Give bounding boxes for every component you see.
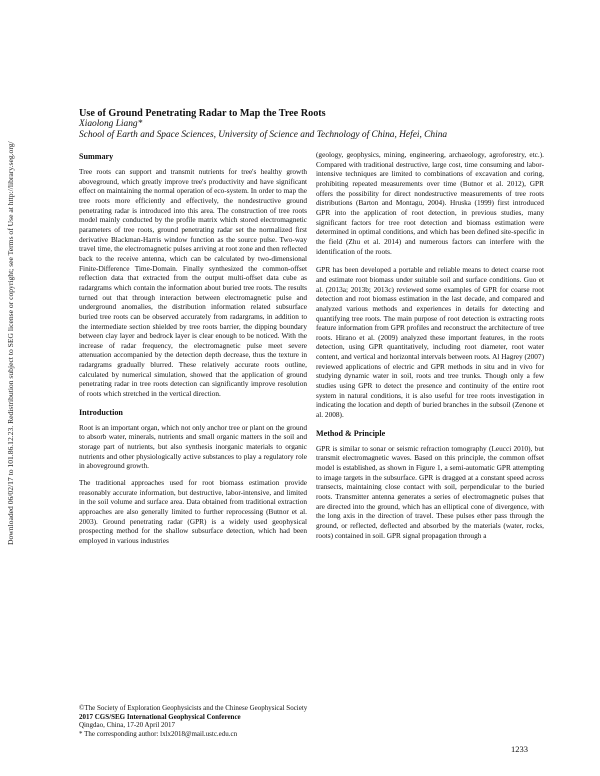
- copyright-line: ©The Society of Exploration Geophysicists and the Chinese Geophysical Society: [79, 704, 308, 712]
- left-column: [79, 152, 307, 546]
- author-name: Xiaolong Liang*: [79, 119, 143, 129]
- introduction-paragraph-1: Root is an important organ, which not only anchor tree or plant on the ground to absorb water, minerals, nutrients and small organic matters in the soil and storage part of nutrients, but also synthesis inorganic materials to organic nutrients and other physiologically active substances to play a regulatory role in aboveground growth.: [79, 422, 307, 471]
- page-number: 1233: [511, 744, 528, 754]
- page-footer: [79, 704, 307, 738]
- conference-line: 2017 CGS/SEG International Geophysical Conference: [79, 712, 241, 721]
- method-heading: Method & Principle: [316, 428, 386, 438]
- method-paragraph: GPR is similar to sonar or seismic refraction tomography (Leucci 2010), but transmit electromagnetic waves. Based on this principle, the common offset model is established, as shown in Figure 1, a semi-automatic GPR attempting to image targets in the subsurface. GPR is dragged at a constant speed across transects, maintaining close contact with soil, perpendicular to the buried roots. Transmitter antenna generates a series of electromagnetic pulses that are directed into the ground, which has an elliptical cone of divergence, with the long axis in the direction of travel. These pulses ether pass through the ground, or reflected, deflected and absorbed by the materials (water, rocks, roots) contained in soil. GPR signal propagation through a: [316, 443, 544, 540]
- introduction-paragraph-2: The traditional approaches used for root biomass estimation provide reasonably accurate information, but destructive, labor-intensive, and limited in the soil volume and surface area. Data obtained from traditional extraction approaches are also generally limited to further reprocessing (Butnor et al. 2003). Ground penetrating radar (GPR) is a widely used geophysical prospecting method for the shallow subsurface detection, which had been employed in various industries: [79, 478, 307, 545]
- corresponding-author-line: * The corresponding author: lxlx2018@mail.ustc.edu.cn: [79, 729, 238, 738]
- author-affiliation: School of Earth and Space Sciences, University of Science and Technology of China, Hefei, China: [79, 130, 448, 140]
- gpr-review-paragraph: GPR has been developed a portable and reliable means to detect coarse root and estimate root biomass under suitable soil and surface conditions. Guo et al. (2013a; 2013b; 2013c) reviewed some examples of GPR for coarse root detection and root biomass estimation in the last decade, and compared and analyzed various methods and experiences in details for detecting and quantifying tree roots. The main purpose of root detection is extracting roots feature information from GPR profiles and reconstruct the architecture of tree roots. Hirano et al. (2009) analyzed these important features, in the roots detection, using GPR quantitatively, including root diameter, root water content, and vertical and horizontal intervals between roots. Al Hagrey (2007) reviewed applications of electric and GPR methods in situ and in vivo for studying dynamic water in soil, roots and tree trunks. Though only a few studies using GPR to detect the presence and continuity of the entire root system in natural conditions, it is also useful for tree roots investigation in indicating the location and depth of buried branches in the subsoil (Zenone et al. 2008).: [316, 265, 544, 420]
- introduction-continued-paragraph: (geology, geophysics, mining, engineering, archaeology, agroforestry, etc.). Compared with traditional destructive, large cost, time consuming and labor-intensive techniques are limited to combinations of excavation and coring, prohibiting repeated measurements over time (Butnor et al. 2012), GPR offers the possibility for direct nondestructive measurements of tree roots distributions (Barton and Montagu, 2004). Hruska (1999) first introduced GPR into the application of root detection, in previous studies, many significant factors for tree root detection and biomass estimation were determined in optimal conditions, and which has been defined site-specific in the field (Zhu et al. 2014) and numerous factors can interfere with the identification of the roots.: [316, 150, 544, 256]
- paper-title: Use of Ground Penetrating Radar to Map the Tree Roots: [79, 108, 326, 119]
- location-line: Qingdao, China, 17-20 April 2017: [79, 721, 176, 730]
- introduction-heading: Introduction: [79, 407, 123, 417]
- right-column: [316, 150, 544, 540]
- download-notice: Downloaded 06/02/17 to 101.86.12.23. Redistribution subject to SEG license or copyright; see Terms of Use at http://library.seg.org/: [6, 141, 15, 545]
- summary-heading: Summary: [79, 152, 114, 161]
- summary-paragraph: Tree roots can support and transmit nutrients for tree's healthy growth aboveground, which greatly improve tree's productivity and have significant effect on maintaining the normal operation of eco-system. In order to map the tree roots more efficiently and effectively, the nondestructive ground penetrating radar is introduced into this area. The construction of tree roots model mainly conducted by the profile matrix which stored electromagnetic parameters of tree roots, ground penetrating radar set the normalized first derivative Blackman-Harris window function as the source pulse. Two-way travel time, the electromagnetic pulses arriving at root zone and then reflected back to the receive antenna, which can be calculated by two-dimensional Finite-Difference Time-Domain. Finally synthesized the common-offset reflection data that extracted from the output multi-offset data cube as radargrams which contain the information about buried tree roots. The results turned out that through interaction between electromagnetic pulse and underground anomalies, the distribution information related subsurface buried tree roots can be observed accurately from radargrams, in addition to the intermediate section shielded by tree roots barrier, the dipping boundary between clay layer and bedrock layer is clear enough to be noticed. With the increase of radar frequency, the electromagnetic pulse meet severe attenuation accompanied by the detection depth decrease, thus the texture in radargrams gradually blurred. These relatively accurate roots outline, calculated by numerical simulation, showed that the application of ground penetrating radar in tree roots detection can significantly improve resolution of roots which stretched in the vertical direction.: [79, 167, 307, 399]
